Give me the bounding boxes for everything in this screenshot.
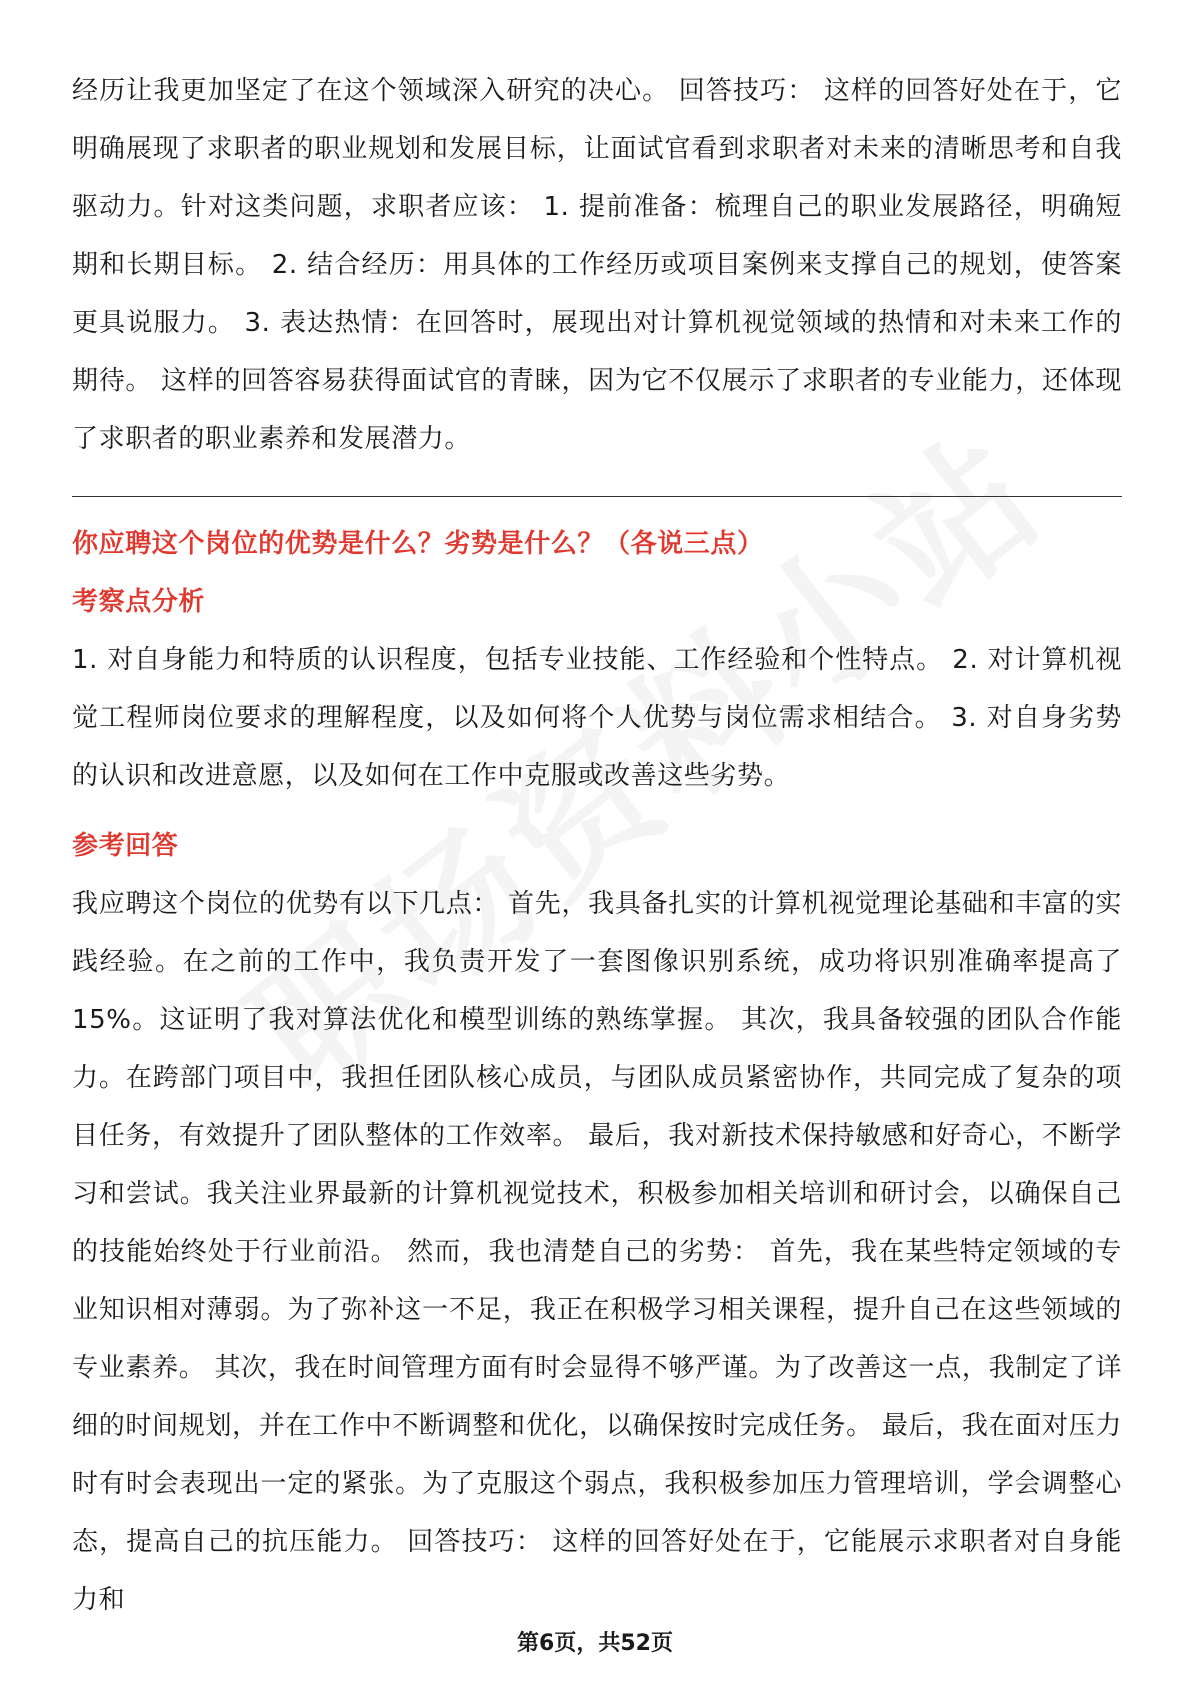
question-heading: 你应聘这个岗位的优势是什么？劣势是什么？（各说三点） bbox=[72, 529, 764, 559]
document-page bbox=[72, 62, 1122, 1629]
spacer bbox=[72, 805, 1122, 817]
answer-heading: 参考回答 bbox=[72, 831, 179, 861]
answer-paragraph: 我应聘这个岗位的优势有以下几点： 首先，我具备扎实的计算机视觉理论基础和丰富的实践经验。在之前的工作中，我负责开发了一套图像识别系统，成功将识别准确率提高了15%。这证明了我对算法优化和模型训练的熟练掌握。 其次，我具备较强的团队合作能力。在跨部门项目中，我担任团队核心成员，与团队成员紧密协作，共同完成了复杂的项目任务，有效提升了团队整体的工作效率。 最后，我对新技术保持敏感和好奇心，不断学习和尝试。我关注业界最新的计算机视觉技术，积极参加相关培训和研讨会，以确保自己的技能始终处于行业前沿。 然而，我也清楚自己的劣势： 首先，我在某些特定领域的专业知识相对薄弱。为了弥补这一不足，我正在积极学习相关课程，提升自己在这些领域的专业素养。 其次，我在时间管理方面有时会显得不够严谨。为了改善这一点，我制定了详细的时间规划，并在工作中不断调整和优化，以确保按时完成任务。 最后，我在面对压力时有时会表现出一定的紧张。为了克服这个弱点，我积极参加压力管理培训，学会调整心态，提高自己的抗压能力。 回答技巧： 这样的回答好处在于，它能展示求职者对自身能力和 bbox=[72, 889, 1122, 1615]
intro-paragraph: 经历让我更加坚定了在这个领域深入研究的决心。 回答技巧： 这样的回答好处在于，它明确展现了求职者的职业规划和发展目标，让面试官看到求职者对未来的清晰思考和自我驱动力。针对这类问题，求职者应该： 1. 提前准备：梳理自己的职业发展路径，明确短期和长期目标。 2. 结合经历：用具体的工作经历或项目案例来支撑自己的规划，使答案更具说服力。 3. 表达热情：在回答时，展现出对计算机视觉领域的热情和对未来工作的期待。 这样的回答容易获得面试官的青睐，因为它不仅展示了求职者的专业能力，还体现了求职者的职业素养和发展潜力。 bbox=[72, 76, 1122, 454]
section-divider bbox=[72, 496, 1122, 497]
analysis-paragraph: 1. 对自身能力和特质的认识程度，包括专业技能、工作经验和个性特点。 2. 对计算机视觉工程师岗位要求的理解程度，以及如何将个人优势与岗位需求相结合。 3. 对自身劣势的认识和改进意愿，以及如何在工作中克服或改善这些劣势。 bbox=[72, 645, 1122, 791]
page-number: 第6页，共52页 bbox=[517, 1631, 673, 1656]
analysis-heading: 考察点分析 bbox=[72, 587, 206, 617]
